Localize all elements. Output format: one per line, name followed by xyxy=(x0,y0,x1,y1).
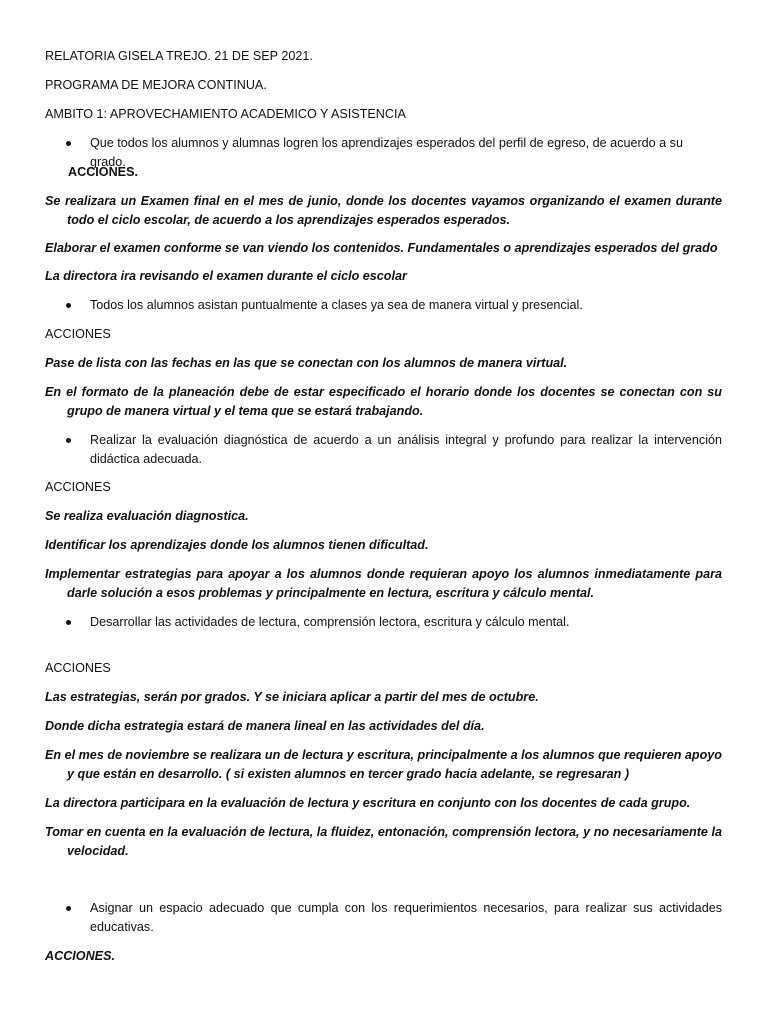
action-paragraph: La directora participara en la evaluación de lectura y escritura en conjunto con los docentes de cada grupo. xyxy=(45,796,691,810)
action-paragraph: La directora ira revisando el examen durante el ciclo escolar xyxy=(45,269,407,283)
acciones-heading-1: ACCIONES. xyxy=(68,165,138,179)
bullet-icon xyxy=(64,613,74,632)
action-paragraph: Donde dicha estrategia estará de manera lineal en las actividades del día. xyxy=(45,719,485,733)
action-paragraph: Se realizara un Examen final en el mes de junio, donde los docentes vayamos organizando el examen durante todo el ciclo escolar, de acuerdo a los aprendizajes esperados esperados. xyxy=(45,194,722,227)
bullet-icon xyxy=(64,899,74,918)
goal-bullet-1: Que todos los alumnos y alumnas logren los aprendizajes esperados del perfil de egreso, de acuerdo a su grado. xyxy=(90,136,683,169)
action-paragraph: Elaborar el examen conforme se van viendo los contenidos. Fundamentales o aprendizajes esperados del grado xyxy=(45,241,718,255)
bullet-icon xyxy=(64,431,74,450)
bullet-icon xyxy=(64,296,74,315)
acciones-heading-5: ACCIONES. xyxy=(45,949,115,963)
action-paragraph: Se realiza evaluación diagnostica. xyxy=(45,509,249,523)
acciones-heading-2: ACCIONES xyxy=(45,327,111,341)
action-paragraph: Pase de lista con las fechas en las que se conectan con los alumnos de manera virtual. xyxy=(45,356,568,370)
action-paragraph: En el mes de noviembre se realizara un de lectura y escritura, principalmente a los alumnos que requieren apoyo y que están en desarrollo. ( si existen alumnos en tercer grado hacia adelante, se regresaran ) xyxy=(45,748,722,781)
goal-bullet-4: Desarrollar las actividades de lectura, comprensión lectora, escritura y cálculo mental. xyxy=(90,615,570,629)
document-title: RELATORIA GISELA TREJO. 21 DE SEP 2021. xyxy=(45,49,313,63)
acciones-heading-4: ACCIONES xyxy=(45,661,111,675)
goal-bullet-2: Todos los alumnos asistan puntualmente a clases ya sea de manera virtual y presencial. xyxy=(90,298,583,312)
ambito-title: AMBITO 1: APROVECHAMIENTO ACADEMICO Y ASISTENCIA xyxy=(45,107,406,121)
action-paragraph: Tomar en cuenta en la evaluación de lectura, la fluidez, entonación, comprensión lectora, y no necesariamente la velocidad. xyxy=(45,825,722,858)
bullet-icon xyxy=(64,134,74,153)
action-paragraph: Implementar estrategias para apoyar a los alumnos donde requieran apoyo los alumnos inmediatamente para darle solución a esos problemas y principalmente en lectura, escritura y cálculo mental. xyxy=(45,567,722,600)
program-title: PROGRAMA DE MEJORA CONTINUA. xyxy=(45,78,267,92)
goal-bullet-3: Realizar la evaluación diagnóstica de acuerdo a un análisis integral y profundo para realizar la intervención didáctica adecuada. xyxy=(90,433,722,466)
action-paragraph: Las estrategias, serán por grados. Y se iniciara aplicar a partir del mes de octubre. xyxy=(45,690,539,704)
action-paragraph: En el formato de la planeación debe de estar especificado el horario donde los docentes se conectan con su grupo de manera virtual y el tema que se estará trabajando. xyxy=(45,385,722,418)
acciones-heading-3: ACCIONES xyxy=(45,480,111,494)
action-paragraph: Identificar los aprendizajes donde los alumnos tienen dificultad. xyxy=(45,538,429,552)
goal-bullet-5: Asignar un espacio adecuado que cumpla con los requerimientos necesarios, para realizar sus actividades educativas. xyxy=(90,901,722,934)
